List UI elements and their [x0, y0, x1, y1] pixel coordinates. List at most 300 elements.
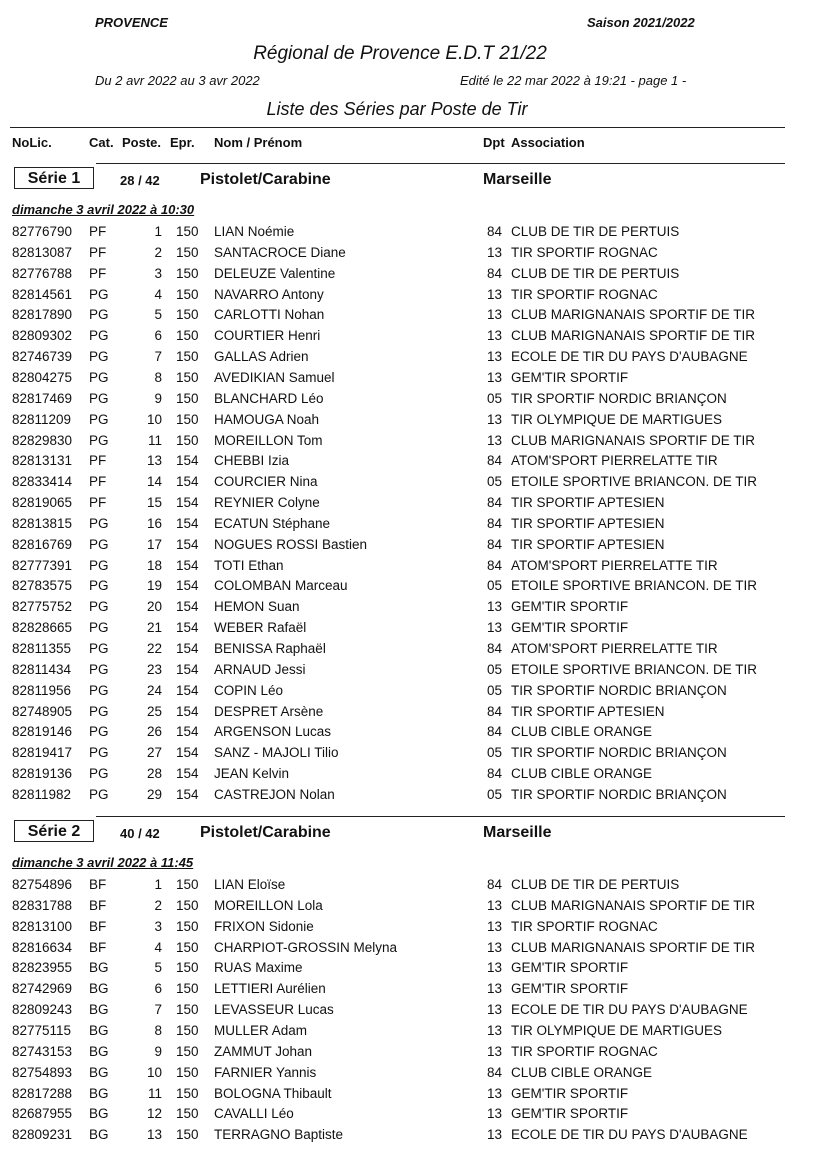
department: 84 — [487, 641, 503, 656]
table-row — [0, 745, 826, 766]
category: PG — [89, 536, 109, 552]
association: TIR SPORTIF APTESIEN — [511, 495, 665, 511]
category: PG — [89, 328, 109, 344]
post-number: 25 — [146, 703, 162, 719]
shooter-name: LEVASSEUR Lucas — [214, 1002, 334, 1018]
category: PG — [89, 661, 109, 677]
department: 84 — [487, 703, 503, 719]
association: TIR SPORTIF APTESIEN — [511, 703, 665, 719]
association: TIR OLYMPIQUE DE MARTIGUES — [511, 411, 723, 427]
department: 05 — [487, 661, 503, 677]
post-number: 2 — [154, 897, 162, 913]
table-row — [0, 537, 826, 558]
department: 84 — [487, 495, 503, 511]
license-number: 82687955 — [12, 1106, 73, 1122]
post-number: 3 — [154, 265, 162, 281]
table-row — [0, 599, 826, 620]
event-code: 154 — [176, 536, 199, 552]
event-code: 154 — [176, 515, 199, 531]
shooter-name: ARGENSON Lucas — [214, 724, 332, 740]
category: PG — [89, 432, 109, 448]
table-row — [0, 1086, 826, 1107]
table-row — [0, 960, 826, 981]
association: ECOLE DE TIR DU PAYS D'AUBAGNE — [511, 1127, 748, 1143]
event-code: 150 — [176, 224, 199, 239]
license-number: 82746739 — [12, 349, 73, 365]
post-number: 28 — [146, 766, 162, 782]
table-row — [0, 704, 826, 725]
category: BG — [89, 1002, 109, 1018]
license-number: 82816769 — [12, 536, 73, 552]
license-number: 82777391 — [12, 557, 73, 573]
event-code: 150 — [176, 1127, 199, 1143]
table-row — [0, 766, 826, 787]
shooter-name: ECATUN Stéphane — [214, 515, 331, 531]
association: TIR SPORTIF ROGNAC — [511, 286, 658, 302]
post-number: 17 — [146, 536, 162, 552]
table-row — [0, 620, 826, 641]
license-number: 82831788 — [12, 897, 73, 913]
post-number: 15 — [146, 495, 162, 511]
table-row — [0, 287, 826, 308]
table-row — [0, 474, 826, 495]
association: ATOM'SPORT PIERRELATTE TIR — [511, 453, 718, 469]
event-code: 150 — [176, 918, 199, 934]
department: 05 — [487, 390, 503, 406]
license-number: 82833414 — [12, 474, 73, 490]
license-number: 82809302 — [12, 328, 73, 344]
table-row — [0, 898, 826, 919]
event-code: 150 — [176, 286, 199, 302]
category: PG — [89, 349, 109, 365]
event-code: 154 — [176, 682, 199, 698]
event-code: 150 — [176, 1022, 199, 1038]
license-number: 82811982 — [12, 786, 72, 802]
post-number: 27 — [146, 745, 162, 761]
post-number: 1 — [154, 224, 162, 239]
serie1-count: 28 / 42 — [120, 173, 160, 188]
category: BG — [89, 1064, 109, 1080]
license-number: 82742969 — [12, 981, 73, 997]
region-label: PROVENCE — [95, 15, 168, 30]
association: ATOM'SPORT PIERRELATTE TIR — [511, 641, 718, 656]
category: BF — [89, 918, 107, 934]
category: BG — [89, 1085, 109, 1101]
department: 13 — [487, 939, 503, 955]
post-number: 21 — [146, 620, 162, 636]
category: BG — [89, 1043, 109, 1059]
department: 05 — [487, 682, 503, 698]
department: 84 — [487, 515, 503, 531]
association: GEM'TIR SPORTIF — [511, 981, 629, 997]
event-code: 150 — [176, 981, 199, 997]
department: 13 — [487, 432, 503, 448]
post-number: 9 — [154, 1043, 162, 1059]
date-range: Du 2 avr 2022 au 3 avr 2022 — [95, 73, 260, 88]
category: PG — [89, 766, 109, 782]
association: TIR SPORTIF NORDIC BRIANÇON — [511, 390, 727, 406]
event-code: 150 — [176, 390, 199, 406]
table-row — [0, 370, 826, 391]
category: PG — [89, 599, 109, 615]
department: 13 — [487, 1043, 503, 1059]
header-rule — [10, 127, 785, 128]
event-code: 150 — [176, 328, 199, 344]
association: CLUB MARIGNANAIS SPORTIF DE TIR — [511, 328, 756, 344]
category: PG — [89, 411, 109, 427]
category: PG — [89, 369, 109, 385]
license-number: 82813087 — [12, 244, 73, 260]
shooter-name: LIAN Eloïse — [214, 877, 286, 892]
table-row — [0, 683, 826, 704]
shooter-name: AVEDIKIAN Samuel — [214, 369, 335, 385]
serie2-discipline: Pistolet/Carabine — [200, 824, 331, 841]
post-number: 5 — [154, 960, 162, 976]
post-number: 19 — [146, 578, 162, 594]
shooter-name: CHARPIOT-GROSSIN Melyna — [214, 939, 398, 955]
license-number: 82817469 — [12, 390, 73, 406]
shooter-name: SANTACROCE Diane — [214, 244, 346, 260]
department: 13 — [487, 411, 503, 427]
department: 13 — [487, 349, 503, 365]
table-row — [0, 578, 826, 599]
association: CLUB CIBLE ORANGE — [511, 1064, 653, 1080]
association: GEM'TIR SPORTIF — [511, 620, 629, 636]
shooter-name: CASTREJON Nolan — [214, 786, 335, 802]
license-number: 82829830 — [12, 432, 73, 448]
department: 13 — [487, 1085, 503, 1101]
category: PG — [89, 515, 109, 531]
shooter-name: NOGUES ROSSI Bastien — [214, 536, 368, 552]
category: PG — [89, 786, 109, 802]
category: PF — [89, 495, 107, 511]
category: BG — [89, 1022, 109, 1038]
license-number: 82776788 — [12, 265, 73, 281]
license-number: 82811355 — [12, 641, 72, 656]
shooter-name: CHEBBI Izia — [214, 453, 290, 469]
post-number: 14 — [146, 474, 162, 490]
department: 84 — [487, 557, 503, 573]
association: TIR SPORTIF ROGNAC — [511, 1043, 658, 1059]
serie2-label: Série 2 — [14, 820, 94, 842]
post-number: 1 — [154, 877, 162, 892]
post-number: 22 — [146, 641, 162, 656]
event-code: 154 — [176, 724, 199, 740]
event-code: 150 — [176, 411, 199, 427]
table-row — [0, 391, 826, 412]
table-row — [0, 1106, 826, 1127]
post-number: 23 — [146, 661, 162, 677]
page-title: Régional de Provence E.D.T 21/22 — [253, 43, 547, 64]
association: TIR SPORTIF APTESIEN — [511, 536, 665, 552]
shooter-name: MOREILLON Lola — [214, 897, 323, 913]
col-dpt: Dpt — [483, 135, 505, 150]
department: 84 — [487, 1064, 503, 1080]
shooter-name: CAVALLI Léo — [214, 1106, 294, 1122]
license-number: 82809243 — [12, 1002, 73, 1018]
department: 05 — [487, 786, 503, 802]
event-code: 150 — [176, 1106, 199, 1122]
event-code: 150 — [176, 369, 199, 385]
post-number: 3 — [154, 918, 162, 934]
shooter-name: RUAS Maxime — [214, 960, 303, 976]
serie2-location: Marseille — [483, 824, 552, 841]
department: 13 — [487, 1127, 503, 1143]
shooter-name: LIAN Noémie — [214, 224, 295, 239]
category: BF — [89, 939, 107, 955]
shooter-name: ARNAUD Jessi — [214, 661, 306, 677]
category: PG — [89, 745, 109, 761]
shooter-name: TERRAGNO Baptiste — [214, 1127, 344, 1143]
event-code: 154 — [176, 453, 199, 469]
association: GEM'TIR SPORTIF — [511, 1106, 629, 1122]
table-row — [0, 453, 826, 474]
association: CLUB DE TIR DE PERTUIS — [511, 224, 680, 239]
table-row — [0, 412, 826, 433]
post-number: 29 — [146, 786, 162, 802]
department: 13 — [487, 286, 503, 302]
event-code: 150 — [176, 1064, 199, 1080]
post-number: 8 — [154, 369, 162, 385]
event-code: 150 — [176, 939, 199, 955]
license-number: 82775752 — [12, 599, 73, 615]
department: 13 — [487, 960, 503, 976]
shooter-name: CARLOTTI Nohan — [214, 307, 325, 323]
category: PG — [89, 682, 109, 698]
license-number: 82819417 — [12, 745, 73, 761]
license-number: 82813815 — [12, 515, 73, 531]
association: CLUB MARIGNANAIS SPORTIF DE TIR — [511, 307, 756, 323]
shooter-name: MULLER Adam — [214, 1022, 308, 1038]
event-code: 154 — [176, 599, 199, 615]
post-number: 11 — [147, 432, 162, 448]
post-number: 5 — [154, 307, 162, 323]
table-row — [0, 266, 826, 287]
association: GEM'TIR SPORTIF — [511, 599, 629, 615]
post-number: 8 — [154, 1022, 162, 1038]
license-number: 82817890 — [12, 307, 73, 323]
season-label: Saison 2021/2022 — [587, 15, 695, 30]
category: PF — [89, 453, 107, 469]
event-code: 150 — [176, 897, 199, 913]
shooter-name: HEMON Suan — [214, 599, 300, 615]
association: TIR SPORTIF ROGNAC — [511, 244, 658, 260]
table-row — [0, 662, 826, 683]
serie1-session: dimanche 3 avril 2022 à 10:30 — [12, 202, 195, 217]
shooter-name: COLOMBAN Marceau — [214, 578, 348, 594]
association: GEM'TIR SPORTIF — [511, 960, 629, 976]
event-code: 150 — [176, 877, 199, 892]
shooter-name: MOREILLON Tom — [214, 432, 323, 448]
category: PG — [89, 641, 109, 656]
license-number: 82817288 — [12, 1085, 73, 1101]
shooter-name: COURCIER Nina — [214, 474, 318, 490]
event-code: 150 — [176, 960, 199, 976]
post-number: 12 — [146, 1106, 162, 1122]
license-number: 82748905 — [12, 703, 73, 719]
event-code: 154 — [176, 661, 199, 677]
license-number: 82819146 — [12, 724, 73, 740]
shooter-name: TOTI Ethan — [214, 557, 284, 573]
post-number: 13 — [146, 1127, 162, 1143]
table-row — [0, 495, 826, 516]
event-code: 154 — [176, 557, 199, 573]
post-number: 24 — [146, 682, 162, 698]
event-code: 150 — [176, 244, 199, 260]
serie2-rule — [96, 816, 785, 817]
table-row — [0, 1002, 826, 1023]
shooter-name: REYNIER Colyne — [214, 495, 320, 511]
event-code: 150 — [176, 265, 199, 281]
department: 05 — [487, 578, 503, 594]
event-code: 154 — [176, 620, 199, 636]
department: 13 — [487, 244, 503, 260]
table-row — [0, 224, 826, 245]
license-number: 82776790 — [12, 224, 73, 239]
event-code: 150 — [176, 1043, 199, 1059]
shooter-name: BENISSA Raphaël — [214, 641, 326, 656]
event-code: 150 — [176, 1085, 199, 1101]
license-number: 82819065 — [12, 495, 73, 511]
category: PG — [89, 578, 109, 594]
table-row — [0, 641, 826, 662]
table-row — [0, 433, 826, 454]
license-number: 82743153 — [12, 1043, 73, 1059]
table-row — [0, 349, 826, 370]
category: BF — [89, 897, 107, 913]
license-number: 82775115 — [12, 1022, 72, 1038]
post-number: 9 — [154, 390, 162, 406]
event-code: 154 — [176, 786, 199, 802]
col-poste: Poste. — [122, 135, 162, 150]
department: 13 — [487, 1002, 503, 1018]
association: CLUB DE TIR DE PERTUIS — [511, 877, 680, 892]
association: ETOILE SPORTIVE BRIANCON. DE TIR — [511, 474, 758, 490]
license-number: 82823955 — [12, 960, 73, 976]
association: TIR SPORTIF APTESIEN — [511, 515, 665, 531]
table-row — [0, 877, 826, 898]
shooter-name: COPIN Léo — [214, 682, 284, 698]
serie1-label: Série 1 — [14, 167, 94, 189]
department: 13 — [487, 1106, 503, 1122]
department: 13 — [487, 307, 503, 323]
association: CLUB MARIGNANAIS SPORTIF DE TIR — [511, 939, 756, 955]
shooter-name: BLANCHARD Léo — [214, 390, 324, 406]
license-number: 82783575 — [12, 578, 73, 594]
department: 84 — [487, 453, 503, 469]
shooter-name: FARNIER Yannis — [214, 1064, 317, 1080]
department: 05 — [487, 474, 503, 490]
association: CLUB DE TIR DE PERTUIS — [511, 265, 680, 281]
table-row — [0, 558, 826, 579]
table-row — [0, 1044, 826, 1065]
association: ETOILE SPORTIVE BRIANCON. DE TIR — [511, 578, 758, 594]
association: GEM'TIR SPORTIF — [511, 1085, 629, 1101]
license-number: 82811434 — [12, 661, 72, 677]
license-number: 82814561 — [12, 286, 73, 302]
shooter-name: BOLOGNA Thibault — [214, 1085, 332, 1101]
shooter-name: ZAMMUT Johan — [214, 1043, 313, 1059]
association: CLUB MARIGNANAIS SPORTIF DE TIR — [511, 432, 756, 448]
shooter-name: HAMOUGA Noah — [214, 411, 320, 427]
shooter-name: FRIXON Sidonie — [214, 918, 314, 934]
event-code: 154 — [176, 578, 199, 594]
post-number: 20 — [146, 599, 162, 615]
license-number: 82809231 — [12, 1127, 73, 1143]
license-number: 82811209 — [12, 411, 72, 427]
post-number: 16 — [146, 515, 162, 531]
department: 05 — [487, 745, 503, 761]
association: CLUB CIBLE ORANGE — [511, 766, 653, 782]
license-number: 82813131 — [12, 453, 73, 469]
edited-info: Edité le 22 mar 2022 à 19:21 - page 1 - — [460, 73, 687, 88]
department: 13 — [487, 620, 503, 636]
table-row — [0, 328, 826, 349]
post-number: 6 — [154, 328, 162, 344]
post-number: 7 — [154, 349, 162, 365]
department: 13 — [487, 1022, 503, 1038]
table-row — [0, 787, 826, 808]
category: BG — [89, 1106, 109, 1122]
association: TIR SPORTIF NORDIC BRIANÇON — [511, 786, 727, 802]
serie2-session: dimanche 3 avril 2022 à 11:45 — [12, 855, 194, 870]
category: PF — [89, 265, 107, 281]
post-number: 6 — [154, 981, 162, 997]
post-number: 26 — [146, 724, 162, 740]
table-row — [0, 981, 826, 1002]
table-row — [0, 245, 826, 266]
license-number: 82811956 — [12, 682, 72, 698]
association: CLUB MARIGNANAIS SPORTIF DE TIR — [511, 897, 756, 913]
post-number: 4 — [154, 939, 162, 955]
department: 13 — [487, 918, 503, 934]
page-subtitle: Liste des Séries par Poste de Tir — [266, 99, 528, 119]
category: PG — [89, 703, 109, 719]
association: CLUB CIBLE ORANGE — [511, 724, 653, 740]
event-code: 150 — [176, 1002, 199, 1018]
post-number: 13 — [146, 453, 162, 469]
serie1-rule — [96, 163, 785, 164]
shooter-name: WEBER Rafaël — [214, 620, 307, 636]
table-row — [0, 1127, 826, 1148]
event-code: 150 — [176, 307, 199, 323]
table-row — [0, 1023, 826, 1044]
category: PF — [89, 244, 107, 260]
department: 13 — [487, 328, 503, 344]
shooter-name: DESPRET Arsène — [214, 703, 324, 719]
shooter-name: GALLAS Adrien — [214, 349, 309, 365]
license-number: 82816634 — [12, 939, 73, 955]
table-row — [0, 307, 826, 328]
post-number: 2 — [154, 244, 162, 260]
department: 84 — [487, 265, 503, 281]
shooter-name: NAVARRO Antony — [214, 286, 324, 302]
event-code: 154 — [176, 703, 199, 719]
category: PG — [89, 286, 109, 302]
event-code: 154 — [176, 495, 199, 511]
association: GEM'TIR SPORTIF — [511, 369, 629, 385]
serie1-discipline: Pistolet/Carabine — [200, 171, 331, 188]
department: 13 — [487, 897, 503, 913]
col-epr: Epr. — [170, 135, 195, 150]
category: PG — [89, 620, 109, 636]
shooter-name: JEAN Kelvin — [214, 766, 290, 782]
category: PG — [89, 557, 109, 573]
department: 13 — [487, 369, 503, 385]
department: 84 — [487, 536, 503, 552]
post-number: 10 — [146, 411, 162, 427]
license-number: 82819136 — [12, 766, 73, 782]
